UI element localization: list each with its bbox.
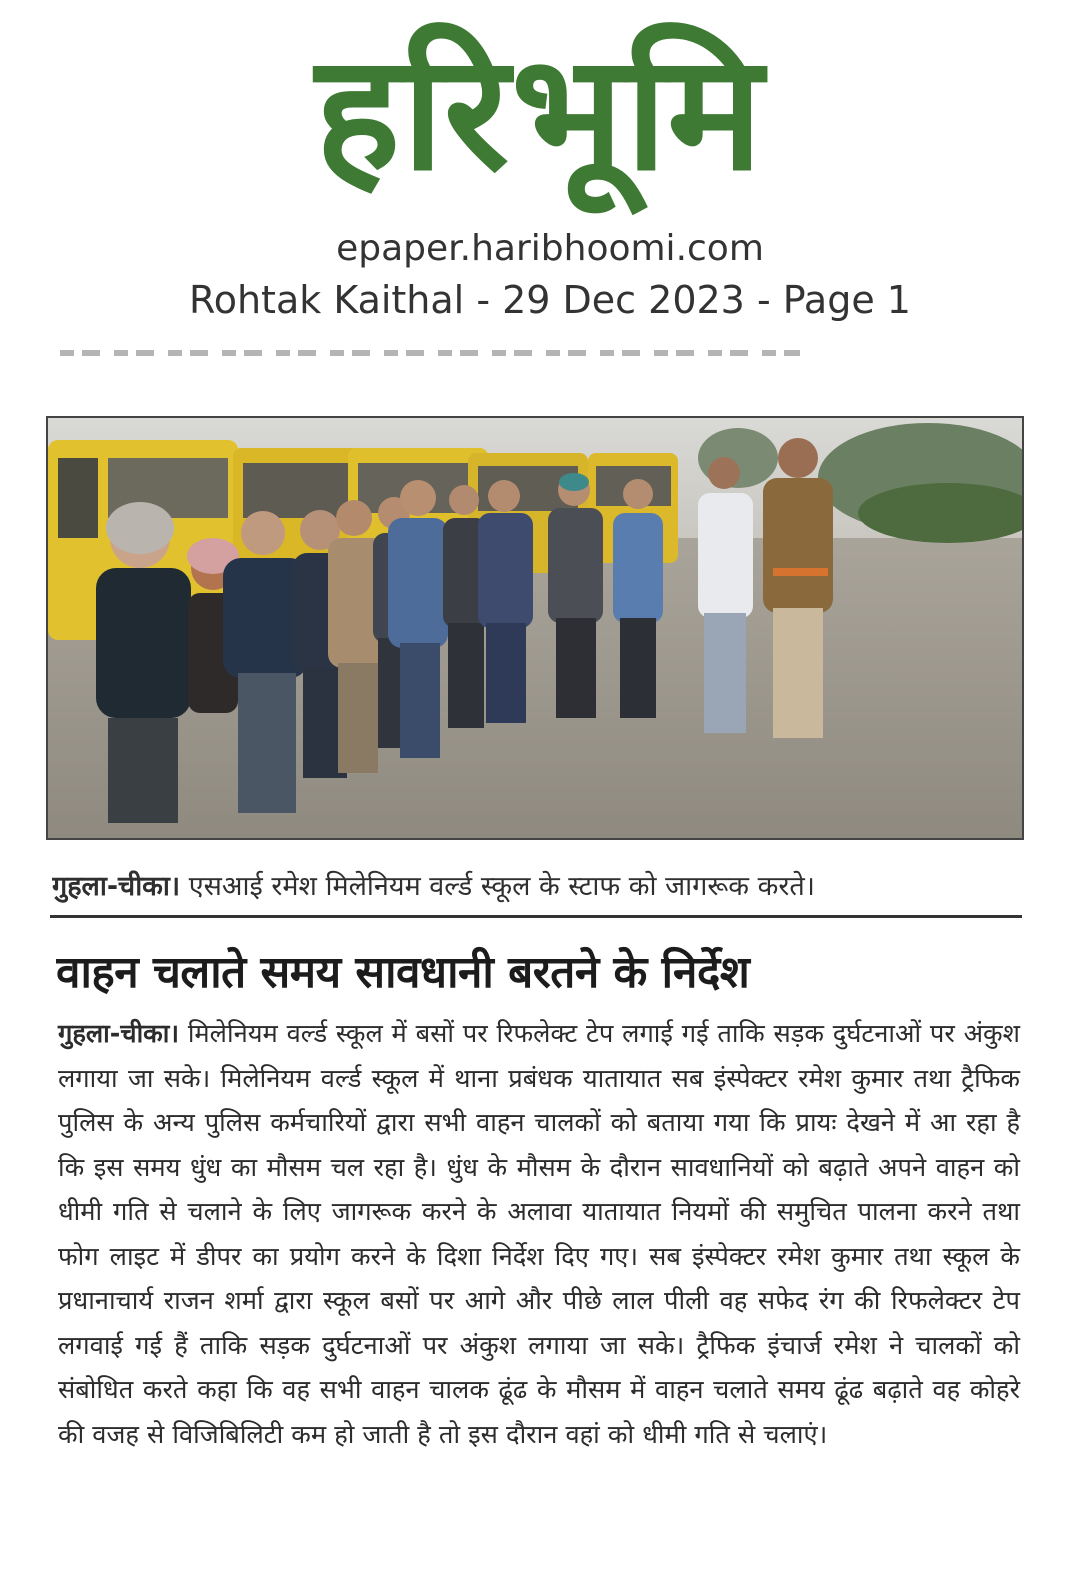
divider: [50, 915, 1022, 918]
traffic-police-officer: [763, 438, 833, 738]
edition-date-page: Rohtak Kaithal - 29 Dec 2023 - Page 1: [189, 278, 911, 322]
newspaper-masthead: हरिभूमि: [315, 19, 765, 206]
epaper-url[interactable]: epaper.haribhoomi.com: [336, 228, 764, 269]
article-text: मिलेनियम वर्ल्ड स्कूल में बसों पर रिफलेक्ट टेप लगाई गई ताकि सड़क दुर्घटनाओं पर अंकुश लगाया जा सके। मिलेनियम वर्ल्ड स्कूल में थाना प्रबंधक यातायात सब इंस्पेक्टर रमेश कुमार तथा ट्रैफिक पुलिस के अन्य पुलिस कर्मचारियों द्वारा सभी वाहन चालकों को बताया गया कि प्रायः देखने में आ रहा है कि इस समय धुंध का मौसम चल रहा है। धुंध के मौसम के दौरान सावधानियों को बढ़ाते अपने वाहन को धीमी गति से चलाने के लिए जागरूक करने के अलावा यातायात नियमों की समुचित पालना करने तथा फोग लाइट में डीपर का प्रयोग करने के दिशा निर्देश दिए गए। सब इंस्पेक्टर रमेश कुमार तथा स्कूल के प्रधानाचार्य राजन शर्मा द्वारा स्कूल बसों पर आगे और पीछे लाल पीली वह सफेद रंग की रिफलेक्टर टेप लगवाई गई हैं ताकि सड़क दुर्घटनाओं पर अंकुश लगाया जा सके। ट्रैफिक इंचार्ज रमेश ने चालकों को संबोधित करते कहा कि वह सभी वाहन चालक ढूंढ के मौसम में वाहन चलाते समय ढूंढ बढ़ाते वह कोहरे की वजह से विजिबिलिटी कम हो जाती है तो इस दौरान वहां को धीमी गति से चलाएं।: [58, 1019, 1020, 1450]
news-photo: [46, 416, 1024, 840]
photo-caption: [52, 866, 1022, 903]
article-dateline: गुहला-चीका।: [58, 1019, 180, 1049]
caption-place: गुहला-चीका।: [52, 871, 181, 902]
article-body: [58, 1012, 1020, 1457]
photo-illustration: [48, 418, 1022, 838]
article-headline: वाहन चलाते समय सावधानी बरतने के निर्देश: [56, 947, 750, 998]
caption-text: एसआई रमेश मिलेनियम वर्ल्ड स्कूल के स्टाफ को जागरूक करते।: [180, 871, 816, 902]
clipped-text-line: [60, 350, 800, 356]
